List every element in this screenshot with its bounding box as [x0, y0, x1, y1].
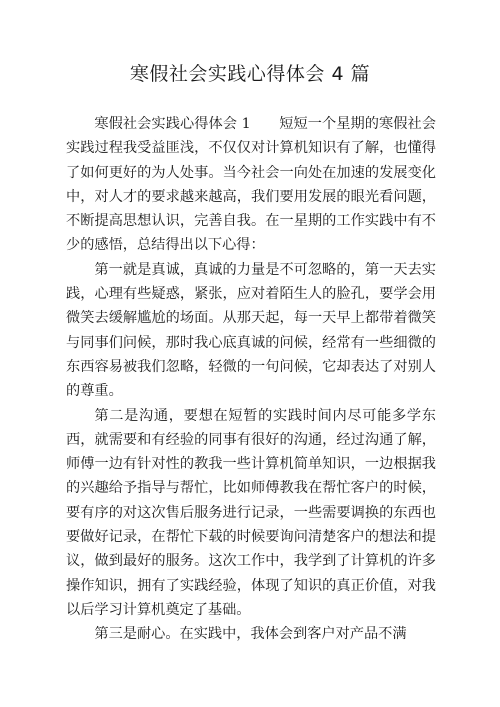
paragraph-3: 第二是沟通，要想在短暂的实践时间内尽可能多学东西，就需要和有经验的同事有很好的沟通，经过沟通了解，师傅一边有针对性的教我一些计算机简单知识，一边根据我的兴趣给予指导与帮忙，比如师傅教我在帮忙客户的时候，要有序的对这次售后服务进行记录，一些需要调换的东西也要做好记录，在帮忙下载的时候要询问清楚客户的想法和提议，做到最好的服务。这次工作中，我学到了计算机的许多操作知识，拥有了实践经验，体现了知识的真正价值，对我以后学习计算机奠定了基础。 — [66, 407, 436, 618]
paragraph-1: 寒假社会实践心得体会 1 短短一个星期的寒假社会实践过程我受益匪浅，不仅仅对计算机知识有了解，也懂得了如何更好的为人处事。当今社会一向处在加速的发展变化中，对人才的要求越来越高，我们要用发展的眼光看问题，不断提高思想认识，完善自我。在一星期的工作实践中有不少的感悟，总结得出以下心得： — [66, 116, 436, 254]
document-title: 寒假社会实践心得体会 4 篇 — [129, 63, 371, 85]
paragraph-4: 第三是耐心。在实践中，我体会到客户对产品不满 — [94, 626, 407, 643]
paragraph-2: 第一就是真诚，真诚的力量是不可忽略的，第一天去实践，心理有些疑惑，紧张，应对着陌生人的脸孔，要学会用微笑去缓解尴尬的场面。从那天起，每一天早上都带着微笑与同事们问候，那时我心底真诚的问候，经常有一些细微的东西容易被我们忽略，轻微的一句问候，它却表达了对别人的尊重。 — [66, 261, 436, 400]
document-body — [66, 112, 436, 647]
